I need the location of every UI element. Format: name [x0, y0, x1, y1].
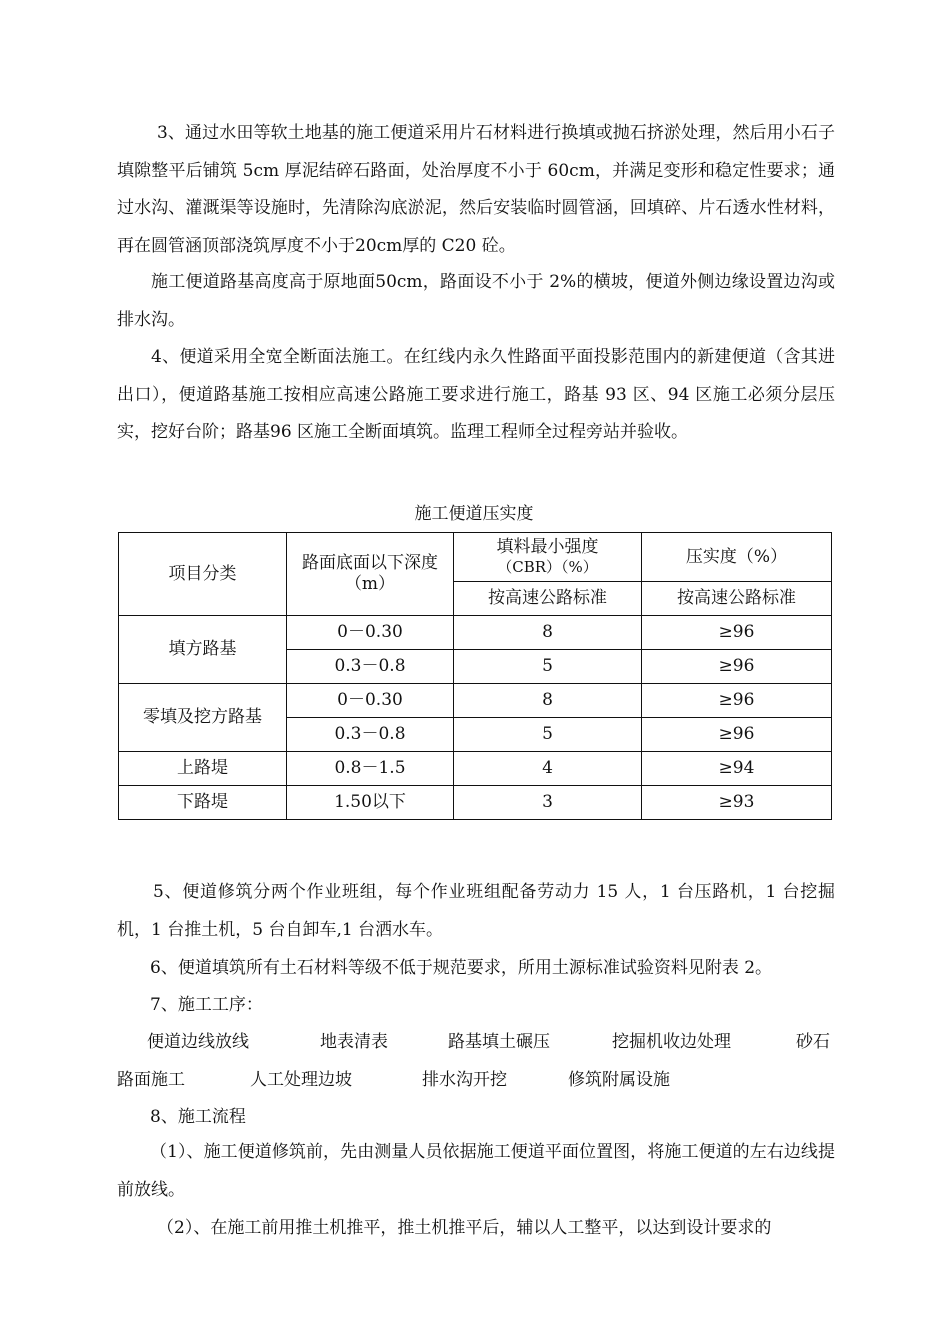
paragraph-8: 8、施工流程: [150, 1107, 246, 1127]
header-cbr-unit: （CBR）（%）: [497, 558, 598, 576]
cell-depth: 0－0.30: [287, 616, 454, 650]
header-cbr-label: 填料最小强度: [496, 537, 599, 557]
paragraph-5: 5、便道修筑分两个作业班组，每个作业班组配备劳动力 15 人，1 台压路机，1 台挖掘机，1 台推土机，5 台自卸车,1 台洒水车。: [117, 882, 835, 940]
process-step: 挖掘机收边处理: [612, 1032, 731, 1052]
header-compaction-standard: 按高速公路标准: [642, 582, 832, 616]
cell-cbr: 8: [454, 616, 642, 650]
header-depth: [287, 533, 454, 616]
header-category: 项目分类: [119, 533, 287, 616]
header-depth-label: 路面底面以下深度: [302, 553, 438, 573]
header-cbr-standard: 按高速公路标准: [454, 582, 642, 616]
process-step: 便道边线放线: [147, 1032, 249, 1052]
cell-cbr: 8: [454, 684, 642, 718]
step-1: （1）、施工便道修筑前，先由测量人员依据施工便道平面位置图，将施工便道的左右边线提前放线。: [117, 1142, 835, 1200]
process-step: 排水沟开挖: [422, 1070, 507, 1090]
cell-cbr: 5: [454, 650, 642, 684]
paragraph-4: 4、便道采用全宽全断面法施工。在红线内永久性路面平面投影范围内的新建便道（含其进出口），便道路基施工按相应高速公路施工要求进行施工，路基 93 区、94 区施工必须分层压实，挖好台阶；路基96 区施工全断面填筑。监理工程师全过程旁站并验收。: [117, 347, 835, 442]
cell-compaction: ≥94: [642, 752, 832, 786]
header-depth-unit: （m）: [344, 574, 396, 594]
paragraph-6: 6、便道填筑所有土石材料等级不低于规范要求，所用土源标准试验资料见附表 2。: [150, 958, 773, 978]
cell-cbr: 3: [454, 786, 642, 820]
process-step: 路面施工: [117, 1070, 185, 1090]
row-category-fill: 填方路基: [119, 616, 287, 684]
step-2: （2）、在施工前用推土机推平，推土机推平后，辅以人工整平，以达到设计要求的: [157, 1218, 772, 1238]
paragraph-3: 3、通过水田等软土地基的施工便道采用片石材料进行换填或抛石挤淤处理，然后用小石子填隙整平后铺筑 5cm 厚泥结碎石路面，处治厚度不小于 60cm，并满足变形和稳定性要求；通过水沟、灌溉渠等设施时，先清除沟底淤泥，然后安装临时圆管涵，回填碎、片石透水性材料，再在圆管涵顶部浇筑厚度不小于20cm厚的 C20 砼。: [117, 123, 835, 256]
process-step: 砂石: [796, 1032, 830, 1052]
table-caption: 施工便道压实度: [414, 504, 534, 524]
process-step: 地表清表: [320, 1032, 388, 1052]
process-step: 路基填土碾压: [448, 1032, 550, 1052]
cell-depth: 0.3－0.8: [287, 650, 454, 684]
cell-cbr: 5: [454, 718, 642, 752]
cell-depth: 0.8－1.5: [287, 752, 454, 786]
row-category-lower-embankment: 下路堤: [119, 786, 287, 820]
compaction-table: [118, 532, 832, 820]
header-cbr: [454, 533, 642, 582]
process-step: 修筑附属设施: [568, 1070, 670, 1090]
cell-depth: 1.50以下: [287, 786, 454, 820]
process-step: 人工处理边坡: [250, 1070, 352, 1090]
cell-depth: 0.3－0.8: [287, 718, 454, 752]
header-compaction: 压实度（%）: [642, 533, 832, 582]
cell-cbr: 4: [454, 752, 642, 786]
cell-compaction: ≥96: [642, 684, 832, 718]
paragraph-7: 7、施工工序：: [150, 995, 263, 1015]
row-category-cut: 零填及挖方路基: [119, 684, 287, 752]
cell-depth: 0－0.30: [287, 684, 454, 718]
cell-compaction: ≥93: [642, 786, 832, 820]
cell-compaction: ≥96: [642, 616, 832, 650]
cell-compaction: ≥96: [642, 650, 832, 684]
row-category-upper-embankment: 上路堤: [119, 752, 287, 786]
paragraph-subgrade-height: 施工便道路基高度高于原地面50cm，路面设不小于 2%的横坡，便道外侧边缘设置边沟或排水沟。: [117, 272, 835, 330]
cell-compaction: ≥96: [642, 718, 832, 752]
